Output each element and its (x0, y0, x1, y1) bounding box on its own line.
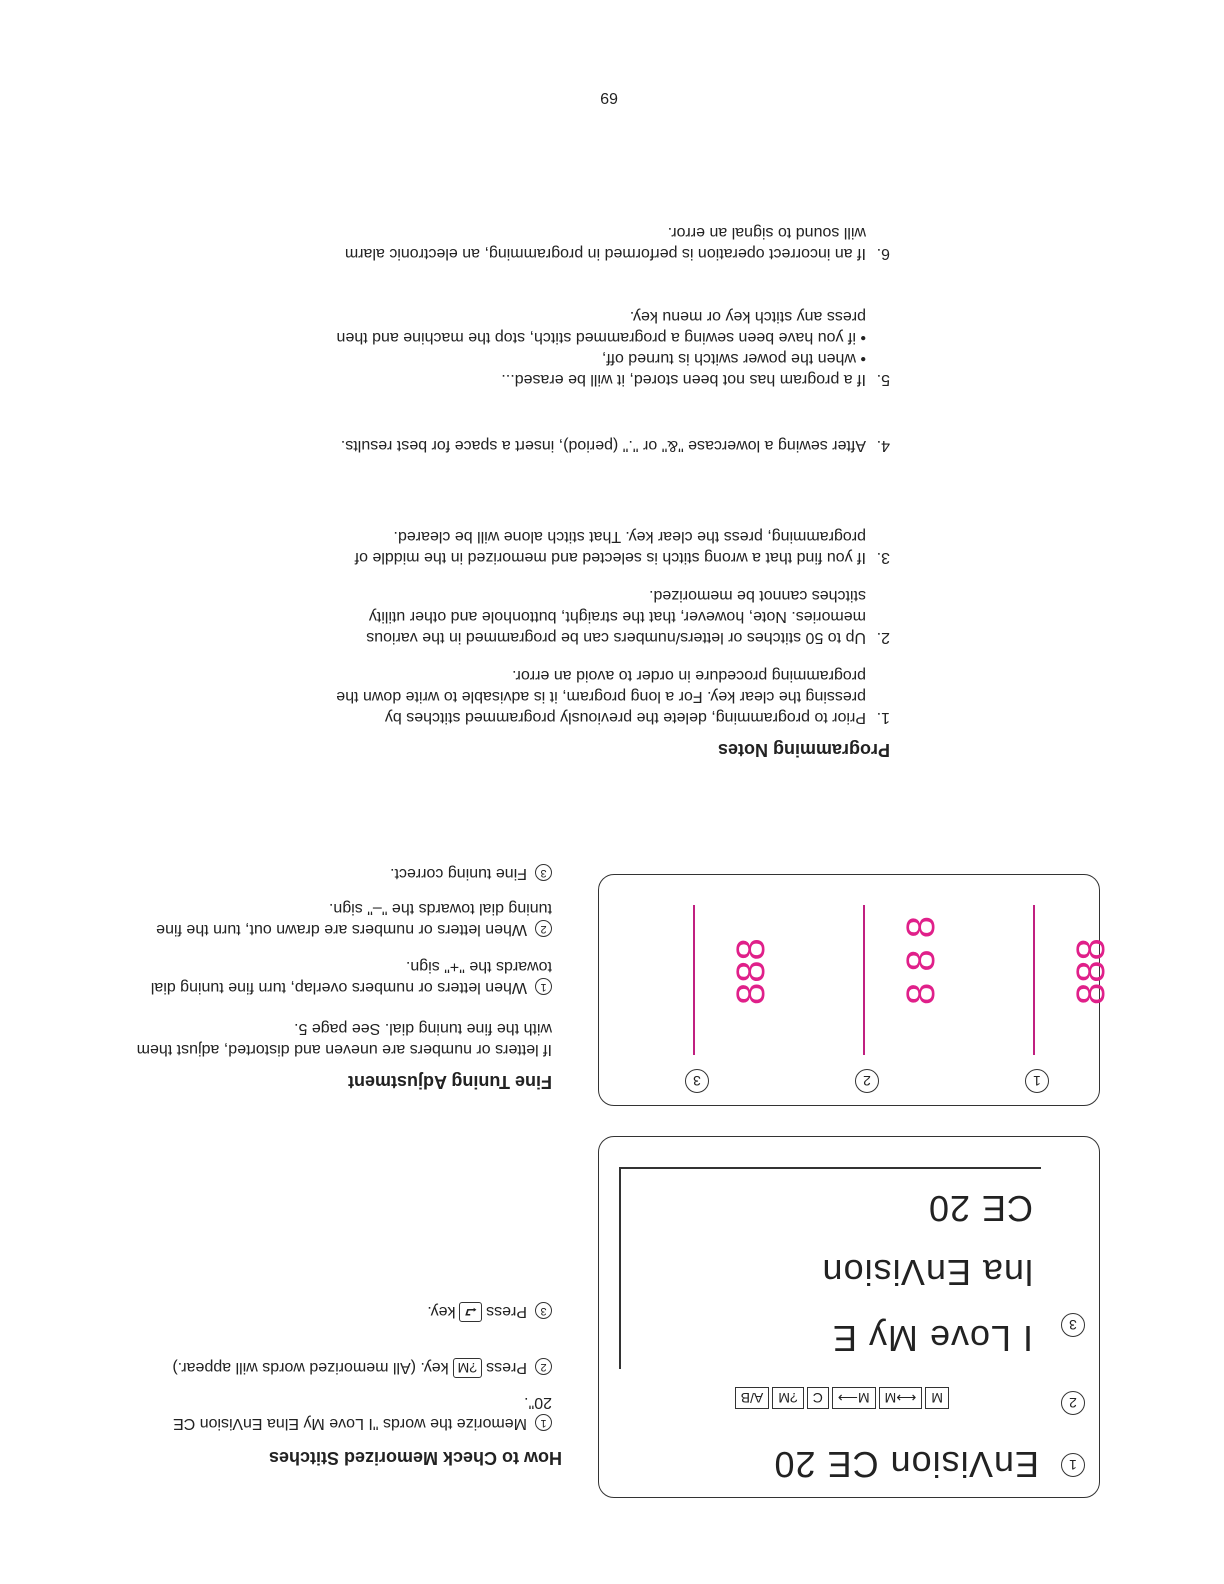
fine-text: Fine tuning correct. (390, 865, 527, 882)
sample-3-line (693, 905, 695, 1055)
sample-3: 888 (729, 938, 773, 1005)
fine-tuning-sample-panel (598, 874, 1113, 1106)
step-post: key. (427, 1303, 456, 1320)
note-text: If an incorrect operation is performed in programming, an electronic alarm will sound to signal an error. (344, 224, 866, 262)
recall-key: ?M (772, 1387, 803, 1409)
lcd-line-3c: CE 20 (927, 1188, 1033, 1229)
sample-label: 3 (685, 1069, 709, 1093)
lcd-screen (619, 1167, 1041, 1369)
step-marker: 3 (535, 1302, 552, 1319)
lcd-line-3a: I Love My E (831, 1318, 1033, 1359)
delete-key: M⟶ (832, 1387, 876, 1409)
check-step-3 (152, 1301, 552, 1322)
lcd-label: 1 (1061, 1453, 1085, 1477)
sample-2: 8 8 8 (899, 916, 943, 1005)
fine-text: When letters or numbers are drawn out, turn the fine tuning dial towards the "–" sign. (156, 900, 552, 938)
fine-item-2 (112, 898, 552, 940)
note-number: 3. (876, 549, 890, 566)
sample-2-line (863, 905, 865, 1055)
fine-title: Fine Tuning Adjustment (348, 1072, 552, 1092)
note-5 (330, 306, 890, 390)
lcd-line-3b: lna EnVision (821, 1252, 1033, 1293)
note-1 (330, 665, 890, 728)
bullet-item: • when the power switch is turned off, (601, 350, 866, 367)
fine-marker: 1 (535, 978, 552, 995)
return-key: ⮐ (459, 1302, 482, 1322)
check-title: How to Check Memorized Stitches (268, 1448, 562, 1468)
lcd-display-panel (598, 1136, 1100, 1498)
sample-label: 2 (855, 1069, 879, 1093)
page-number: 69 (600, 89, 618, 106)
lcd-line-1: EnVision CE 20 (773, 1444, 1039, 1485)
bullet-item: • if you have been sewing a programmed stitch, stop the machine and then press any stitch key or menu key. (336, 308, 866, 346)
note-text: If a program has not been stored, it will be erased... (501, 371, 866, 388)
fine-intro: If letters or numbers are uneven and distorted, adjust them with the fine tuning dial. See page 5. (136, 1020, 552, 1058)
note-text: After sewing a lowercase "&" or "." (period), insert a space for best results. (340, 437, 866, 454)
note-4 (330, 435, 890, 456)
memory-key: M (925, 1387, 949, 1409)
fine-marker: 2 (535, 920, 552, 937)
sample-label: 1 (1025, 1069, 1049, 1093)
fine-marker: 3 (535, 864, 552, 881)
note-text: If you find that a wrong stitch is selected and memorized in the middle of programming, press the clear key. That stitch alone will be cleared. (354, 528, 866, 566)
fine-item-3 (112, 863, 552, 884)
step-pre: Press (486, 1303, 527, 1320)
fine-item-1 (112, 956, 552, 998)
note-number: 6. (876, 245, 890, 262)
lcd-label: 3 (1061, 1313, 1085, 1337)
note-number: 4. (876, 437, 890, 454)
step-post: key. (All memorized words will appear.) (172, 1359, 449, 1376)
step-text: Memorize the words "I Love My Elna EnVision CE 20". (173, 1394, 552, 1432)
note-2 (330, 585, 890, 648)
insert-key: ⟷M (879, 1387, 923, 1409)
lcd-label: 2 (1061, 1391, 1085, 1415)
step-marker: 2 (535, 1358, 552, 1375)
check-step-2 (112, 1357, 552, 1378)
note-text: Up to 50 stitches or letters/numbers can be programmed in the various memories. Note, however, that the straight, buttonhole and other utility stitches cannot be memorized. (366, 587, 866, 646)
bullet-text: when the power switch is turned off, (601, 350, 856, 367)
note-number: 2. (876, 629, 890, 646)
note-3 (330, 526, 890, 568)
size-key: A/B (735, 1387, 770, 1409)
step-pre: Press (486, 1359, 527, 1376)
bullet-text: if you have been sewing a programmed stitch, stop the machine and then press any stitch key or menu key. (336, 308, 866, 346)
note-6 (330, 222, 890, 264)
note-number: 5. (876, 371, 890, 388)
fine-text: When letters or numbers overlap, turn fine tuning dial towards the "+" sign. (150, 958, 552, 996)
lcd-key-strip (732, 1387, 949, 1409)
note-number: 1. (876, 709, 890, 726)
recall-memory-key: ?M (453, 1358, 482, 1378)
sample-1-line (1033, 905, 1035, 1055)
note-5-bullets (330, 306, 866, 369)
sample-1: 888 (1069, 938, 1113, 1005)
notes-title: Programming Notes (717, 740, 890, 760)
step-marker: 1 (535, 1414, 552, 1431)
clear-key: C (807, 1387, 829, 1409)
note-text: Prior to programming, delete the previously programmed stitches by pressing the clear key. For a long program, it is advisable to write down the programming procedure in order to avoid an error. (336, 667, 866, 726)
check-step-1 (152, 1392, 552, 1434)
